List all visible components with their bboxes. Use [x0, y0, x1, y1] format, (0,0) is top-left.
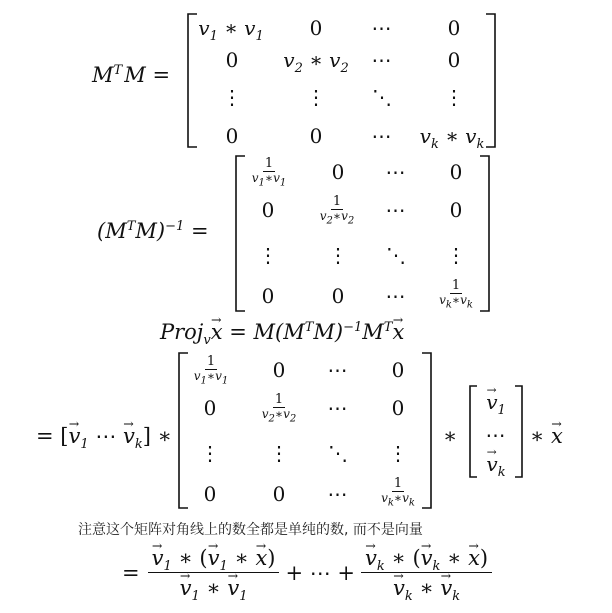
- eq4-cell-3-1: ⋮: [200, 441, 220, 465]
- eq1-cell-3-2: ⋮: [306, 85, 326, 109]
- eq4-col-v1: → $v_1$: [476, 390, 516, 414]
- eq4-cell-3-3: ⋱: [328, 441, 348, 465]
- eq4-cell-4-4: $\frac{1}{v_k∗v_k}$: [381, 476, 415, 509]
- eq4-times-1: ∗: [443, 424, 458, 448]
- eq4-cell-2-2: $\frac{1}{v_2∗v_2}$: [261, 392, 297, 425]
- eq1-cell-2-2: $v_2$ ∗ $v_2$: [283, 48, 349, 76]
- eq1-right-bracket: [485, 14, 497, 148]
- eq1-cell-1-3: ⋯: [371, 16, 393, 40]
- eq1-cell-4-1: 0: [225, 124, 239, 148]
- eq2-cell-2-4: 0: [449, 198, 463, 222]
- eq2-cell-3-1: ⋮: [258, 243, 278, 267]
- eq1-cell-2-4: 0: [447, 48, 461, 72]
- eq1-left-bracket: [186, 14, 198, 148]
- eq4-cell-1-4: 0: [391, 358, 405, 382]
- eq4-cell-2-3: ⋯: [327, 396, 349, 420]
- note-text: 注意这个矩阵对角线上的数全都是单纯的数, 而不是向量: [78, 522, 423, 538]
- eq4-cell-1-3: ⋯: [327, 358, 349, 382]
- eq2-cell-4-2: 0: [331, 284, 345, 308]
- eq2-cell-1-4: 0: [449, 160, 463, 184]
- eq2-cell-1-1: $\frac{1}{v_1∗v_1}$: [251, 156, 287, 189]
- eq4-cell-2-1: 0: [203, 396, 217, 420]
- eq1-cell-4-3: ⋯: [371, 124, 393, 148]
- eq1-cell-1-4: 0: [447, 16, 461, 40]
- eq1-cell-1-1: $v_1$ ∗ $v_1$: [198, 16, 264, 44]
- eq4-cell-4-3: ⋯: [327, 482, 349, 506]
- eq2-cell-2-2: $\frac{1}{v_2∗v_2}$: [319, 194, 355, 227]
- eq4-cell-4-2: 0: [272, 482, 286, 506]
- eq1-cell-3-1: ⋮: [222, 85, 242, 109]
- eq2-cell-4-4: $\frac{1}{v_k∗v_k}$: [439, 278, 473, 311]
- eq2-cell-3-3: ⋱: [386, 243, 406, 267]
- eq1-cell-3-4: ⋮: [444, 85, 464, 109]
- eq4-cell-3-2: ⋮: [269, 441, 289, 465]
- eq2-left-bracket: [234, 156, 246, 312]
- eq2-cell-1-2: 0: [331, 160, 345, 184]
- eq4-cell-4-1: 0: [203, 482, 217, 506]
- eq4-row-vector: = [→ $v_1$ ⋯ → $v_k$] ∗: [36, 424, 172, 448]
- eq1-cell-2-3: ⋯: [371, 48, 393, 72]
- eq4-cell-3-4: ⋮: [388, 441, 408, 465]
- eq4-cell-2-4: 0: [391, 396, 405, 420]
- eq2-cell-3-2: ⋮: [328, 243, 348, 267]
- eq3-projection: Proj$_v$→ $x = M(M^TM)^{-1}M^T\to x$: [160, 320, 404, 344]
- eq2-cell-1-3: ⋯: [385, 160, 407, 184]
- eq2-cell-3-4: ⋮: [446, 243, 466, 267]
- eq4-tail: ∗ → x: [530, 424, 563, 448]
- eq1-lhs: $M^T$ M =: [92, 63, 171, 87]
- eq2-cell-2-1: 0: [261, 198, 275, 222]
- eq4-col-dots: ⋯: [485, 423, 507, 447]
- eq4-col-vk: → $v_k$: [476, 452, 516, 476]
- eq4-cell-1-2: 0: [272, 358, 286, 382]
- eq1-cell-4-4: $v_k$ ∗ $v_k$: [419, 124, 485, 152]
- eq1-cell-4-2: 0: [309, 124, 323, 148]
- eq4-cell-1-1: $\frac{1}{v_1∗v_1}$: [193, 354, 229, 387]
- eq5-sum: = → $v_1$ ∗ (→ $v_1$ ∗ → x) → $v_1$ ∗ → $v_1$ + ⋯ + → $v_k$ ∗ (→ $v_k$ ∗ → x) → $v_k$ ∗ → $v_k$: [122, 546, 492, 600]
- eq2-cell-2-3: ⋯: [385, 198, 407, 222]
- eq1-cell-3-3: ⋱: [372, 85, 392, 109]
- eq1-cell-1-2: 0: [309, 16, 323, 40]
- eq1-cell-2-1: 0: [225, 48, 239, 72]
- eq2-cell-4-1: 0: [261, 284, 275, 308]
- eq2-lhs: $(M^TM)^{-1}$ =: [97, 219, 209, 243]
- eq2-cell-4-3: ⋯: [385, 284, 407, 308]
- eq5-last-fraction: → $v_k$ ∗ (→ $v_k$ ∗ → x) → $v_k$ ∗ → $v_k$: [361, 546, 492, 600]
- eq5-first-fraction: → $v_1$ ∗ (→ $v_1$ ∗ → x) → $v_1$ ∗ → $v_1$: [148, 546, 280, 600]
